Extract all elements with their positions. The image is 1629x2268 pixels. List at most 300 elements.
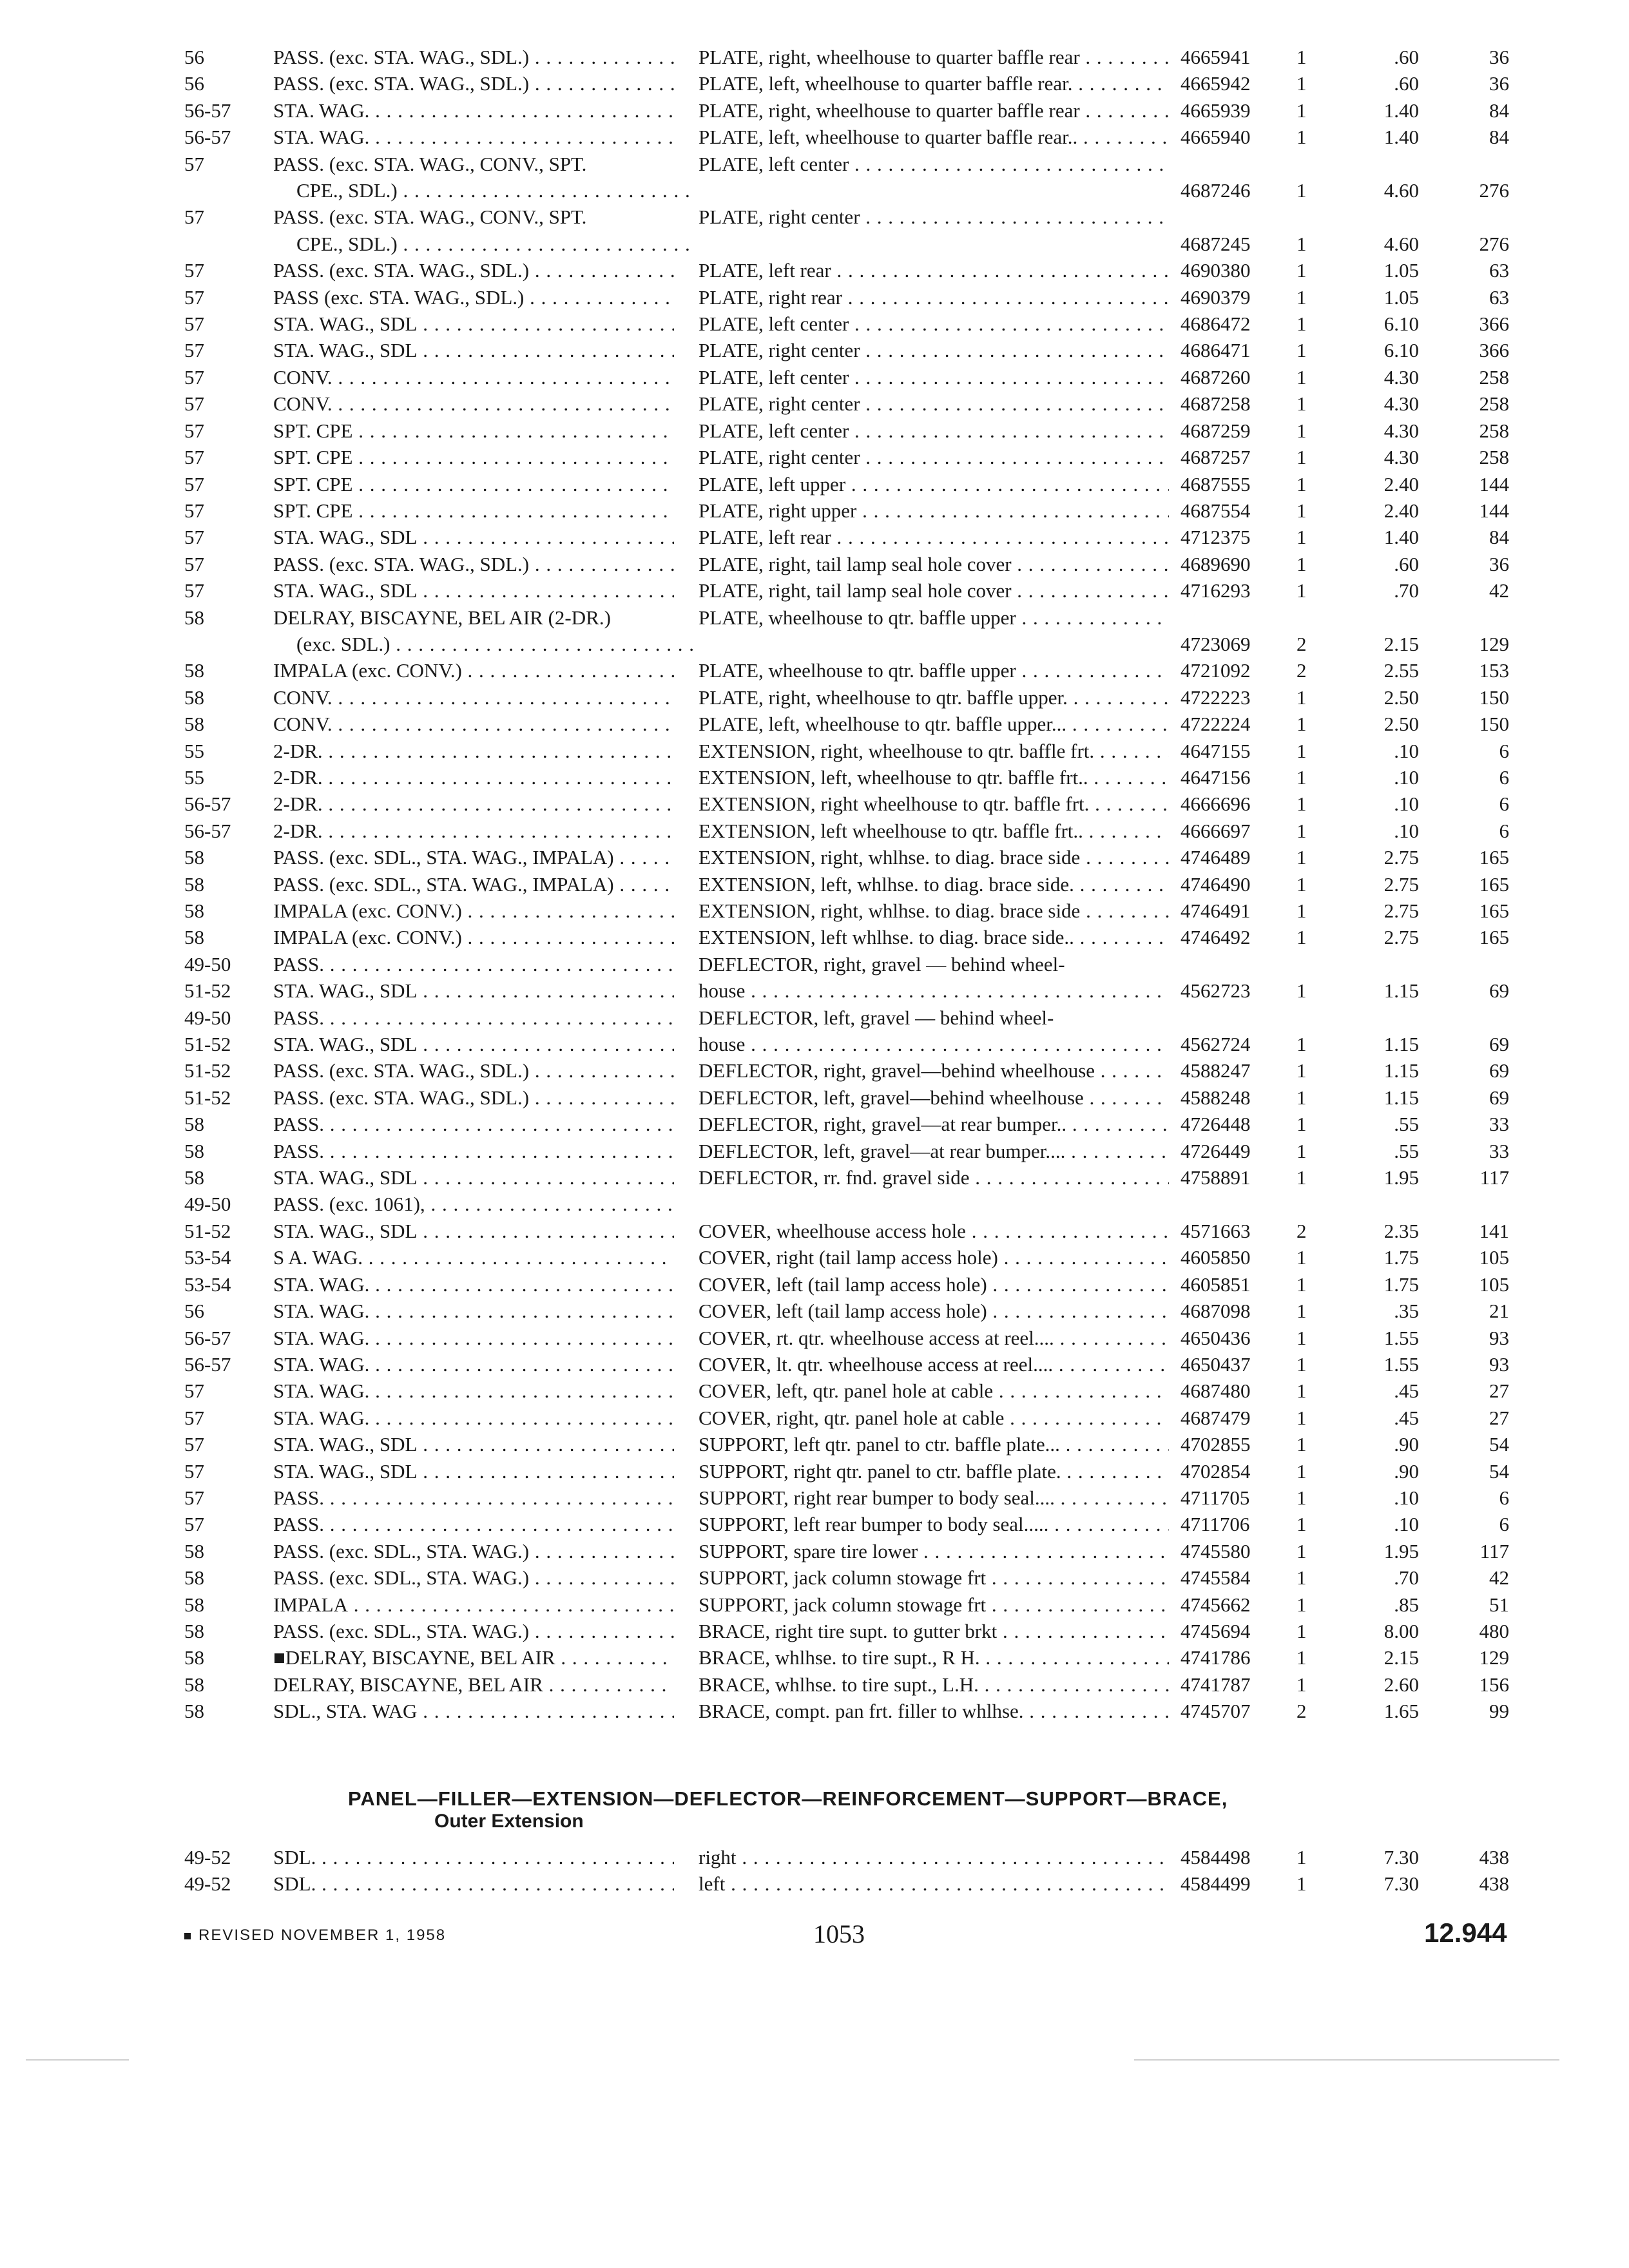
model-text: CONV. . . . <box>273 684 674 711</box>
row-qty: 1 <box>1296 1673 1307 1696</box>
row-description <box>699 1244 1181 1271</box>
row-amount: 93 <box>1489 1326 1509 1349</box>
row-price: .70 <box>1394 1566 1419 1590</box>
model-line <box>273 1191 674 1217</box>
description-line <box>699 844 1169 870</box>
row-qty: 1 <box>1296 899 1307 922</box>
model-text: STA. WAG. . . . <box>273 1351 674 1378</box>
row-model <box>273 738 699 764</box>
model-line <box>273 1084 674 1111</box>
row-amount: 93 <box>1489 1352 1509 1376</box>
model-text: PASS. (exc. STA. WAG., SDL.) . . . <box>273 257 674 284</box>
row-description <box>699 711 1181 737</box>
description-line <box>699 977 1169 1004</box>
row-year: 57 <box>184 339 204 362</box>
description-line <box>699 818 1169 844</box>
description-line <box>699 924 1169 950</box>
row-price <box>1348 1004 1419 1031</box>
description-line <box>699 1405 1169 1431</box>
description-text: DEFLECTOR, right, gravel — behind wheel- <box>699 952 1065 975</box>
description-text: EXTENSION, right, whlhse. to diag. brace side . . . <box>699 844 1169 870</box>
description-text: PLATE, right upper . . . <box>699 497 1169 524</box>
row-amount: 69 <box>1489 979 1509 1003</box>
row-model <box>273 1138 699 1164</box>
row-model <box>273 791 699 817</box>
model-line <box>273 497 674 524</box>
row-price: 1.55 <box>1383 1326 1419 1349</box>
description-text: PLATE, right center . . . <box>699 390 1169 417</box>
row-description <box>699 844 1181 870</box>
model-line <box>273 97 674 124</box>
model-text: IMPALA (exc. CONV.) . . . <box>273 898 674 924</box>
model-text: STA. WAG., SDL . . . <box>273 1164 674 1191</box>
row-part: 4726449 <box>1181 1139 1251 1162</box>
row-amount: 69 <box>1489 1059 1509 1082</box>
row-qty: 1 <box>1296 1486 1307 1509</box>
description-text: COVER, rt. qtr. wheelhouse access at reel.... . . . <box>699 1325 1169 1351</box>
parts-table-outer-extension <box>184 1844 1525 1898</box>
model-line <box>273 390 674 417</box>
row-description <box>699 1057 1181 1084</box>
row-year: 57 <box>184 152 204 175</box>
row-year: 58 <box>184 1113 204 1136</box>
row-description <box>699 1351 1181 1378</box>
model-line <box>273 151 674 177</box>
description-line <box>699 657 1169 684</box>
row-year: 57 <box>184 1406 204 1429</box>
description-line <box>699 1485 1169 1511</box>
model-line <box>273 657 674 684</box>
model-text: PASS. (exc. 1061), . . . <box>273 1191 674 1217</box>
row-part: 4650436 <box>1181 1326 1251 1349</box>
row-qty: 1 <box>1296 1086 1307 1109</box>
row-amount: 36 <box>1489 552 1509 575</box>
row-amount: 258 <box>1479 392 1509 416</box>
description-text: PLATE, right, tail lamp seal hole cover . . . <box>699 551 1169 577</box>
row-part: 4687479 <box>1181 1406 1251 1429</box>
row-qty: 1 <box>1296 499 1307 522</box>
row-price: .45 <box>1394 1406 1419 1429</box>
row-year: 57 <box>184 206 204 229</box>
table-row <box>184 471 1525 497</box>
row-price: .85 <box>1394 1593 1419 1616</box>
row-year: 58 <box>184 926 204 949</box>
description-text: COVER, right, qtr. panel hole at cable . . . <box>699 1405 1169 1431</box>
row-year: 57 <box>184 419 204 442</box>
row-price: .10 <box>1394 819 1419 842</box>
row-part <box>1181 1004 1296 1031</box>
table-row <box>184 1164 1525 1191</box>
row-model <box>273 1564 699 1591</box>
row-description <box>699 1084 1181 1111</box>
model-text: PASS. (exc. STA. WAG., CONV., SPT. <box>273 152 587 175</box>
model-line <box>273 1004 674 1031</box>
row-description <box>699 1844 1181 1870</box>
row-model <box>273 311 699 337</box>
description-line <box>699 684 1169 711</box>
row-qty: 2 <box>1296 1219 1307 1242</box>
row-description <box>699 1644 1181 1671</box>
description-text: SUPPORT, right rear bumper to body seal.... . . . <box>699 1485 1169 1511</box>
description-text: BRACE, compt. pan frt. filler to whlhse. . . . <box>699 1698 1169 1724</box>
description-line <box>699 898 1169 924</box>
description-line <box>699 1458 1169 1485</box>
row-amount: 54 <box>1489 1433 1509 1456</box>
model-line <box>273 631 697 657</box>
description-text: PLATE, left center . . . <box>699 364 1169 390</box>
row-amount: 27 <box>1489 1406 1509 1429</box>
row-model <box>273 1870 699 1897</box>
scan-artifact <box>1134 2059 1559 2061</box>
row-model <box>273 1511 699 1537</box>
description-text: PLATE, left, wheelhouse to quarter baffle rear. . . . <box>699 70 1169 97</box>
description-line <box>699 1164 1169 1191</box>
row-part: 4722224 <box>1181 713 1251 736</box>
row-year: 58 <box>184 1673 204 1696</box>
table-row <box>184 311 1525 337</box>
row-model <box>273 1111 699 1137</box>
row-part: 4758891 <box>1181 1166 1251 1189</box>
row-qty: 1 <box>1296 339 1307 362</box>
table-row <box>184 1378 1525 1404</box>
table-row <box>184 1405 1525 1431</box>
row-amount: 27 <box>1489 1379 1509 1403</box>
model-text: STA. WAG. . . . <box>273 124 674 150</box>
table-row <box>184 1004 1525 1031</box>
model-line <box>273 1111 674 1137</box>
row-year: 58 <box>184 1566 204 1590</box>
description-text: BRACE, whlhse. to tire supt., L.H. . . . <box>699 1671 1169 1698</box>
row-price: 2.75 <box>1383 899 1419 922</box>
description-line <box>699 551 1169 577</box>
row-part: 4562724 <box>1181 1033 1251 1056</box>
section-reference-number: 12.944 <box>1424 1917 1507 1948</box>
row-part: 4687257 <box>1181 446 1251 469</box>
model-line <box>273 604 674 631</box>
description-line <box>699 497 1169 524</box>
row-amount: 144 <box>1479 499 1509 522</box>
row-amount: 21 <box>1489 1300 1509 1323</box>
description-line <box>699 1618 1169 1644</box>
row-price: 1.40 <box>1383 99 1419 122</box>
row-price: .60 <box>1394 46 1419 68</box>
row-year: 49-52 <box>184 1872 231 1896</box>
description-line <box>699 1271 1169 1298</box>
row-description <box>699 818 1181 844</box>
row-part: 4745707 <box>1181 1700 1251 1723</box>
row-model <box>273 1084 699 1111</box>
row-price: 6.10 <box>1383 339 1419 362</box>
row-year: 58 <box>184 606 204 629</box>
model-line <box>273 1431 674 1457</box>
model-line <box>273 551 674 577</box>
row-part: 4665939 <box>1181 99 1251 122</box>
row-part: 4722223 <box>1181 686 1251 709</box>
row-model <box>273 1458 699 1485</box>
row-year: 58 <box>184 1139 204 1162</box>
row-part: 4665942 <box>1181 72 1251 95</box>
row-year: 57 <box>184 1459 204 1483</box>
row-description <box>699 70 1181 97</box>
row-description <box>699 1138 1181 1164</box>
row-model <box>273 551 699 577</box>
table-row <box>184 1431 1525 1457</box>
row-qty: 1 <box>1296 793 1307 816</box>
description-line <box>699 951 1169 977</box>
section-subtitle: Outer Extension <box>434 1811 584 1832</box>
row-part: 4689690 <box>1181 552 1251 575</box>
row-description <box>699 1111 1181 1137</box>
model-line <box>273 951 674 977</box>
row-price: 4.60 <box>1383 232 1419 255</box>
row-qty: 1 <box>1296 1459 1307 1483</box>
description-text: DEFLECTOR, left, gravel—at rear bumper.... . . . <box>699 1138 1169 1164</box>
row-model <box>273 818 699 844</box>
model-line <box>273 1844 674 1870</box>
table-row <box>184 711 1525 737</box>
row-amount: 84 <box>1489 526 1509 549</box>
row-model <box>273 1431 699 1457</box>
description-line <box>699 257 1169 284</box>
row-price: 2.15 <box>1383 632 1419 655</box>
model-line <box>273 898 674 924</box>
row-model <box>273 898 699 924</box>
table-row <box>184 390 1525 417</box>
row-description <box>699 444 1181 470</box>
row-qty: 2 <box>1296 1700 1307 1723</box>
description-text: PLATE, right center . . . <box>699 204 1169 230</box>
row-part: 4666696 <box>1181 793 1251 816</box>
row-qty: 1 <box>1296 1406 1307 1429</box>
description-text: EXTENSION, right, whlhse. to diag. brace side . . . <box>699 898 1169 924</box>
description-line <box>699 444 1169 470</box>
description-text: PLATE, right, wheelhouse to qtr. baffle upper. . . . <box>699 684 1169 711</box>
table-row <box>184 1244 1525 1271</box>
row-qty: 1 <box>1296 285 1307 309</box>
row-qty: 1 <box>1296 1513 1307 1536</box>
model-line <box>273 1405 674 1431</box>
table-row <box>184 151 1525 204</box>
model-text: STA. WAG., SDL . . . <box>273 311 674 337</box>
row-price: 2.75 <box>1383 926 1419 949</box>
row-amount: 36 <box>1489 72 1509 95</box>
description-line <box>699 337 1169 363</box>
model-text: PASS (exc. STA. WAG., SDL.) . . . <box>273 284 674 311</box>
row-part: 4711706 <box>1181 1513 1250 1536</box>
description-line <box>699 1138 1169 1164</box>
description-line <box>699 1325 1169 1351</box>
model-text: PASS. (exc. STA. WAG., SDL.) . . . <box>273 551 674 577</box>
revised-note <box>184 1927 446 1945</box>
table-row <box>184 1485 1525 1511</box>
row-description <box>699 1191 1181 1217</box>
model-text: STA. WAG. . . . <box>273 1378 674 1404</box>
row-model <box>273 1671 699 1698</box>
row-qty: 1 <box>1296 365 1307 389</box>
row-part: 4605850 <box>1181 1246 1251 1269</box>
row-qty: 1 <box>1296 1872 1307 1896</box>
row-year: 56 <box>184 72 204 95</box>
model-line <box>273 124 674 150</box>
row-amount: 258 <box>1479 419 1509 442</box>
model-line <box>273 684 674 711</box>
row-description <box>699 204 1181 257</box>
model-line <box>273 337 674 363</box>
row-amount: 42 <box>1489 579 1509 602</box>
table-row <box>184 1538 1525 1564</box>
row-price: .70 <box>1394 579 1419 602</box>
model-text: (exc. SDL.) . . . <box>296 631 697 657</box>
row-part: 4741787 <box>1181 1673 1251 1696</box>
row-model <box>273 604 699 658</box>
row-price: 1.65 <box>1383 1700 1419 1723</box>
model-text: PASS. (exc. SDL., STA. WAG.) . . . <box>273 1618 674 1644</box>
model-text: 2-DR. . . . <box>273 764 674 791</box>
row-year: 57 <box>184 392 204 416</box>
row-part: 4687555 <box>1181 472 1251 495</box>
description-text: EXTENSION, left, wheelhouse to qtr. baffle frt.. . . . <box>699 764 1169 791</box>
row-year: 49-50 <box>184 1193 231 1216</box>
model-line <box>273 1538 674 1564</box>
row-part <box>1181 1191 1296 1217</box>
row-price: 1.15 <box>1383 1033 1419 1056</box>
description-line <box>699 1031 1169 1057</box>
row-part: 4687480 <box>1181 1379 1251 1403</box>
table-row <box>184 657 1525 684</box>
row-qty: 2 <box>1296 632 1307 655</box>
model-line <box>273 471 674 497</box>
row-price: 1.95 <box>1383 1166 1419 1189</box>
row-price: 1.05 <box>1383 285 1419 309</box>
row-part: 4746491 <box>1181 899 1251 922</box>
model-text: PASS. (exc. STA. WAG., SDL.) . . . <box>273 1057 674 1084</box>
model-line <box>273 1138 674 1164</box>
row-description <box>699 684 1181 711</box>
model-text: 2-DR. . . . <box>273 818 674 844</box>
row-description <box>699 951 1181 977</box>
table-row <box>184 898 1525 924</box>
section-heading <box>348 1787 1443 1832</box>
description-line <box>699 1698 1169 1724</box>
row-part: 4726448 <box>1181 1113 1251 1136</box>
table-row <box>184 1870 1525 1897</box>
row-amount <box>1419 1191 1509 1217</box>
row-qty: 1 <box>1296 446 1307 469</box>
row-part: 4687098 <box>1181 1300 1251 1323</box>
row-part: 4665941 <box>1181 46 1251 68</box>
row-model <box>273 711 699 737</box>
row-amount: 165 <box>1479 926 1509 949</box>
model-line <box>273 177 697 204</box>
model-text: 2-DR. . . . <box>273 791 674 817</box>
model-line <box>273 871 674 898</box>
description-text: EXTENSION, right wheelhouse to qtr. baffle frt. . . . <box>699 791 1169 817</box>
model-text: STA. WAG., SDL . . . <box>273 1458 674 1485</box>
row-description <box>699 977 1181 1004</box>
table-row <box>184 44 1525 70</box>
description-line <box>699 711 1169 737</box>
row-qty: 1 <box>1296 1326 1307 1349</box>
row-model <box>273 364 699 390</box>
description-line <box>699 418 1169 444</box>
row-year: 58 <box>184 1539 204 1562</box>
row-price: .10 <box>1394 1513 1419 1536</box>
row-part: 4712375 <box>1181 526 1251 549</box>
row-model <box>273 1378 699 1404</box>
row-part: 4716293 <box>1181 579 1251 602</box>
description-text: PLATE, right, tail lamp seal hole cover . . . <box>699 577 1169 604</box>
row-part: 4584499 <box>1181 1872 1251 1896</box>
row-description <box>699 364 1181 390</box>
row-part: 4647156 <box>1181 765 1251 789</box>
model-text: STA. WAG. . . . <box>273 1271 674 1298</box>
description-line <box>699 738 1169 764</box>
row-price: .55 <box>1394 1113 1419 1136</box>
row-price: 7.30 <box>1383 1846 1419 1869</box>
table-row <box>184 818 1525 844</box>
row-part: 4711705 <box>1181 1486 1250 1509</box>
model-text: CPE., SDL.) . . . <box>296 231 697 257</box>
row-price: 2.40 <box>1383 499 1419 522</box>
description-line <box>699 97 1169 124</box>
row-year: 57 <box>184 365 204 389</box>
model-line <box>273 44 674 70</box>
row-model <box>273 1244 699 1271</box>
row-description <box>699 657 1181 684</box>
row-price: .90 <box>1394 1433 1419 1456</box>
table-row <box>184 738 1525 764</box>
model-line <box>273 1618 674 1644</box>
description-line <box>699 1057 1169 1084</box>
row-year: 51-52 <box>184 1059 231 1082</box>
row-amount: 42 <box>1489 1566 1509 1590</box>
description-text: DEFLECTOR, right, gravel—behind wheelhouse . . . <box>699 1057 1169 1084</box>
row-model <box>273 1644 699 1671</box>
row-description <box>699 1271 1181 1298</box>
model-text: 2-DR. . . . <box>273 738 674 764</box>
table-row <box>184 418 1525 444</box>
row-amount: 33 <box>1489 1139 1509 1162</box>
description-text: PLATE, right, wheelhouse to quarter baffle rear . . . <box>699 44 1169 70</box>
model-text: S A. WAG. . . . <box>273 1244 674 1271</box>
description-line <box>699 524 1169 550</box>
row-qty: 1 <box>1296 1059 1307 1082</box>
description-line <box>699 44 1169 70</box>
model-text: SPT. CPE . . . <box>273 418 674 444</box>
model-text: SDL., STA. WAG . . . <box>273 1698 674 1724</box>
row-description <box>699 1325 1181 1351</box>
description-text: PLATE, left center . . . <box>699 151 1169 177</box>
row-model <box>273 471 699 497</box>
row-model <box>273 1351 699 1378</box>
revision-square-icon <box>184 1933 191 1939</box>
row-model <box>273 924 699 950</box>
row-amount: 6 <box>1499 739 1509 762</box>
table-row <box>184 97 1525 124</box>
row-qty <box>1296 1191 1348 1217</box>
row-year: 58 <box>184 872 204 896</box>
row-price: .35 <box>1394 1300 1419 1323</box>
table-row <box>184 70 1525 97</box>
row-part: 4571663 <box>1181 1219 1251 1242</box>
description-text: SUPPORT, right qtr. panel to ctr. baffle plate. . . . <box>699 1458 1169 1485</box>
description-line <box>699 604 1169 631</box>
row-year: 56 <box>184 1300 204 1323</box>
model-line <box>273 204 674 230</box>
row-qty: 1 <box>1296 1566 1307 1590</box>
model-line <box>273 524 674 550</box>
model-line <box>273 1378 674 1404</box>
